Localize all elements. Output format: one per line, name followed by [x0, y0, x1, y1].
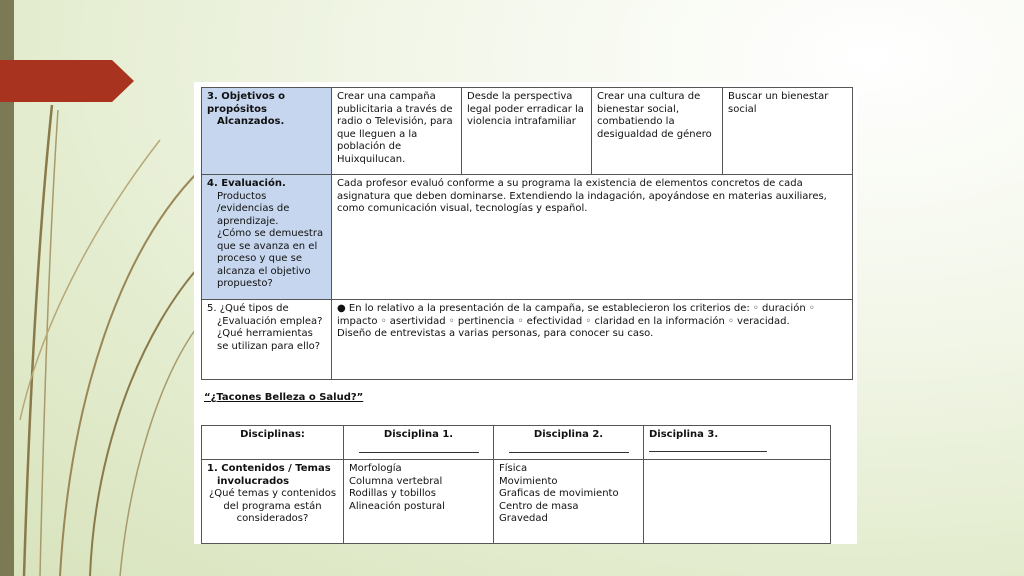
list-item: Morfología [349, 463, 402, 474]
evaluacion-title: 4. Evaluación. [207, 178, 286, 189]
list-item: Alineación postural [349, 500, 445, 512]
objetivo-cell-2: Desde la perspectiva legal poder erradicar la violencia intrafamiliar [462, 88, 592, 175]
document-card [194, 82, 857, 544]
disciplina-1-items [344, 460, 494, 544]
table-row-tipos [202, 300, 853, 380]
table-row-evaluacion [202, 175, 853, 300]
tipos-criteria: ● En lo relativo a la presentación de la campaña, se establecieron los criterios de: ◦ duración ◦ impacto ◦ asertividad ◦ pertinencia ◦ efectividad ◦ claridad en la información ◦ veracidad. [337, 303, 815, 327]
disciplina-1-blank-line [359, 452, 479, 453]
evaluacion-subtitle: Productos /evidencias de aprendizaje. [217, 190, 290, 227]
objetivos-subtitle: Alcanzados. [217, 116, 285, 127]
tipos-content [332, 300, 853, 380]
objetivo-cell-1: Crear una campaña publicitaria a través de radio o Televisión, para que lleguen a la población de Huixquilucan. [332, 88, 462, 175]
disciplines-table [201, 425, 831, 544]
header-disciplina-3-label: Disciplina 3. [649, 429, 719, 440]
header-disciplina-3 [644, 426, 831, 460]
contenidos-label [202, 460, 344, 544]
list-item: Gravedad [499, 513, 548, 524]
disciplina-2-items [494, 460, 644, 544]
header-disciplina-2 [494, 426, 644, 460]
row-label-tipos [202, 300, 332, 380]
contenidos-question: ¿Qué temas y contenidos del programa están considerados? [208, 488, 337, 524]
list-item: Rodillas y tobillos [349, 488, 436, 499]
disciplina-2-blank-line [509, 452, 629, 453]
objetivos-title: 3. Objetivos o propósitos [207, 91, 286, 115]
table-row-objetivos [202, 88, 853, 175]
contenidos-title: 1. Contenidos / Temas [207, 463, 331, 474]
evaluacion-question: ¿Cómo se demuestra que se avanza en el proceso y que se alcanza el objetivo propuesto? [217, 228, 324, 289]
list-item: Movimiento [499, 475, 558, 487]
section-title: “¿Tacones Belleza o Salud?” [204, 392, 364, 403]
objetivo-cell-4: Buscar un bienestar social [723, 88, 853, 175]
list-item: Física [499, 463, 528, 474]
tipos-title: 5. ¿Qué tipos de [207, 303, 289, 314]
disciplina-3-items [644, 460, 831, 544]
contenidos-row [202, 460, 831, 544]
list-item: Centro de masa [499, 500, 579, 512]
header-disciplina-1-label: Disciplina 1. [383, 429, 454, 440]
list-item: Columna vertebral [349, 475, 443, 487]
objetivo-cell-3: Crear una cultura de bienestar social, combatiendo la desigualdad de género [592, 88, 723, 175]
row-label-objetivos [202, 88, 332, 175]
row-label-evaluacion [202, 175, 332, 300]
evaluacion-content: Cada profesor evaluó conforme a su programa la existencia de elementos concretos de cada asignatura que deben dominarse. Extendiendo la indagación, apoyándose en materias auxiliares, como comunicación visual, tecnologías y español. [332, 175, 853, 300]
red-arrow-tab [0, 60, 134, 102]
contenidos-subtitle: involucrados [217, 475, 290, 487]
header-disciplinas: Disciplinas: [202, 426, 344, 460]
tipos-evaluacion: ¿Evaluación emplea? [217, 315, 323, 327]
disciplines-header-row [202, 426, 831, 460]
tipos-interviews: Diseño de entrevistas a varias personas, para conocer su caso. [337, 328, 654, 339]
header-disciplina-1 [344, 426, 494, 460]
list-item: Graficas de movimiento [499, 488, 619, 499]
evaluation-table [201, 87, 853, 380]
header-disciplina-2-label: Disciplina 2. [533, 429, 604, 440]
tipos-herramientas: ¿Qué herramientas se utilizan para ello? [217, 328, 321, 352]
disciplina-3-blank-line [649, 442, 767, 452]
